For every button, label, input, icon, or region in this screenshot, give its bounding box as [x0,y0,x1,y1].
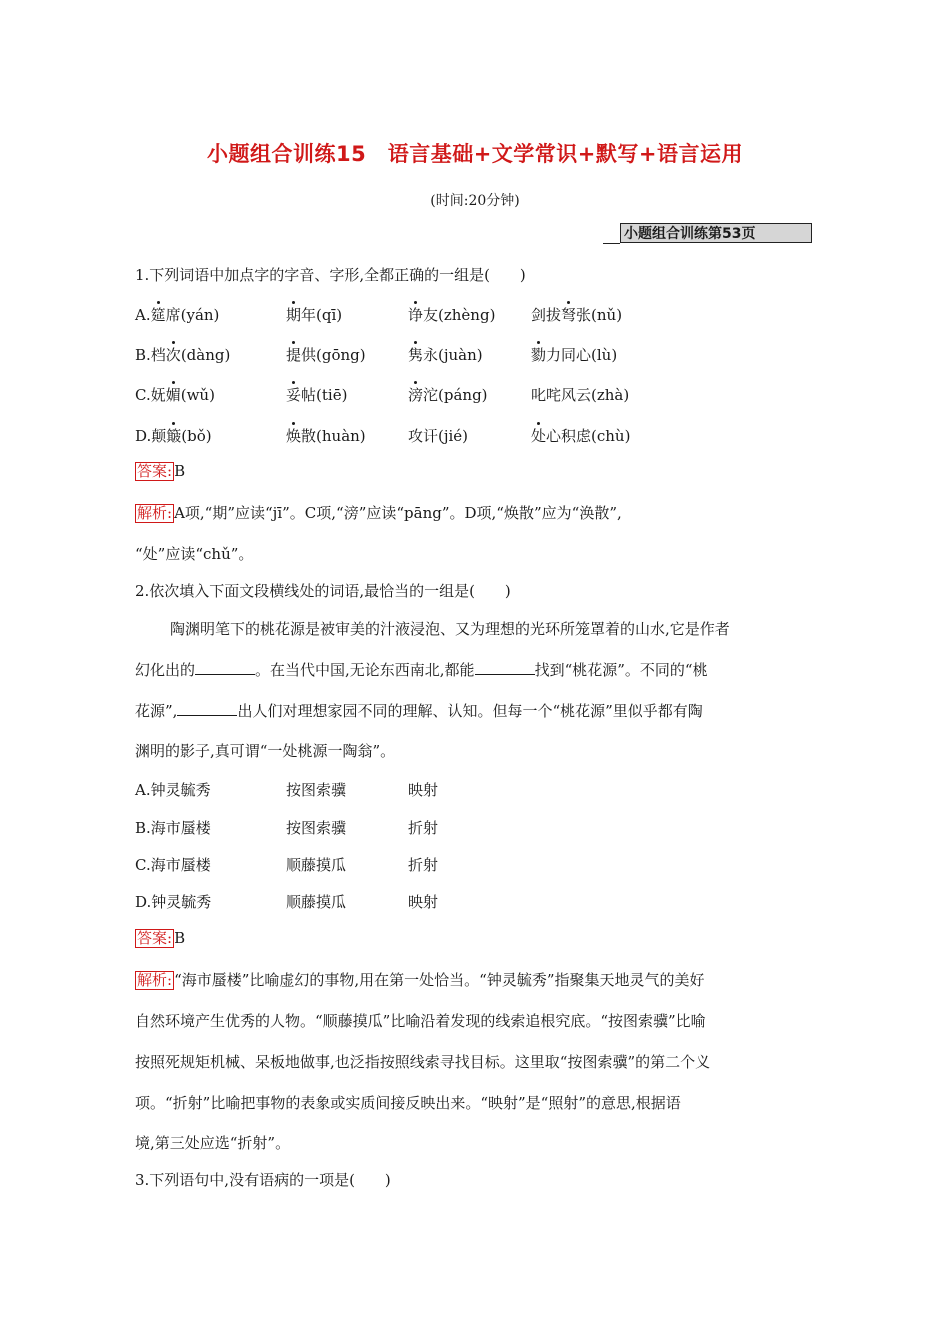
q2-option-d-2: 顺藤摸瓜 [286,893,347,911]
time-limit: (时间:20分钟) [430,193,520,209]
q1-option-c-1: C.妩媚(wǔ) [135,386,215,404]
q2-analysis-line-5: 境,第三处应选“折射”。 [135,1134,291,1152]
q2-option-d-3: 映射 [408,893,439,911]
q1-option-d-3: 攻讦(jié) [408,427,469,445]
q2-option-b-2: 按图索骥 [286,819,347,837]
q2-passage-line-1: 陶渊明笔下的桃花源是被审美的汁液浸泡、又为理想的光环所笼罩着的山水,它是作者 [170,620,730,638]
q1-option-d-1: D.颠簸(bǒ) [135,427,212,445]
q1-option-d-2: 焕散(huàn) [286,427,366,445]
q1-option-a-2: 期年(qī) [286,306,343,324]
q3-stem: 3.下列语句中,没有语病的一项是( ) [135,1171,391,1189]
q2-option-a-2: 按图索骥 [286,781,347,799]
q1-option-a-4: 剑拔弩张(nǔ) [531,306,623,324]
blank-1 [195,660,255,675]
q2-analysis-line-1: 解析: “海市蜃楼”比喻虚幻的事物,用在第一处恰当。“钟灵毓秀”指聚集天地灵气的美好 [137,971,705,989]
answer-tag: 答案: [137,462,173,480]
q2-analysis-line-3: 按照死规矩机械、呆板地做事,也泛指按照线索寻找目标。这里取“按图索骥”的第二个义 [135,1053,711,1071]
page-title: 小题组合训练15 语言基础+文学常识+默写+语言运用 [206,142,743,166]
q2-option-c-3: 折射 [408,856,439,874]
q2-option-c-1: C.海市蜃楼 [135,856,211,874]
q1-analysis-line-1: 解析: A项,“期”应读“jī”。C项,“滂”应读“pāng”。D项,“焕散”应为“涣散”, [137,504,622,522]
analysis-tag: 解析: [137,971,173,989]
q2-stem: 2.依次填入下面文段横线处的词语,最恰当的一组是( ) [135,582,511,600]
q2-passage-line-4: 渊明的影子,真可谓“一处桃源一陶翁”。 [135,742,396,760]
q1-answer: 答案: B [137,462,186,480]
q1-option-b-3: 隽永(juàn) [408,346,483,364]
q1-option-c-3: 滂沱(páng) [408,386,488,404]
q1-option-b-2: 提供(gōng) [286,346,366,364]
q2-analysis-line-2: 自然环境产生优秀的人物。“顺藤摸瓜”比喻沿着发现的线索追根究底。“按图索骥”比喻 [135,1012,706,1030]
q1-option-a-1: A.筵席(yán) [135,306,220,324]
page-ref-underline [603,243,620,244]
analysis-tag: 解析: [137,504,173,522]
q2-passage-line-3: 花源”, 出人们对理想家园不同的理解、认知。但每一个“桃花源”里似乎都有陶 [135,702,703,720]
q1-option-c-2: 妥帖(tiē) [286,386,348,404]
q2-passage-line-2: 幻化出的 。在当代中国,无论东西南北,都能 找到“桃花源”。不同的“桃 [135,661,708,679]
q1-option-d-4: 处心积虑(chù) [531,427,631,445]
q2-analysis-line-4: 项。“折射”比喻把事物的表象或实质间接反映出来。“映射”是“照射”的意思,根据语 [135,1094,681,1112]
q2-option-b-1: B.海市蜃楼 [135,819,211,837]
q2-option-a-3: 映射 [408,781,439,799]
q1-analysis-line-2: “处”应读“chǔ”。 [135,545,254,563]
q1-option-c-4: 叱咤风云(zhà) [531,386,630,404]
q2-option-a-1: A.钟灵毓秀 [135,781,211,799]
q1-stem: 1.下列词语中加点字的字音、字形,全都正确的一组是( ) [135,266,526,284]
q1-option-b-1: B.档次(dàng) [135,346,231,364]
blank-3 [177,701,237,716]
answer-tag: 答案: [137,929,173,947]
page-reference-box: 小题组合训练第53页 [620,223,812,243]
blank-2 [475,660,535,675]
q1-option-b-4: 勠力同心(lù) [531,346,618,364]
q2-answer: 答案: B [137,929,186,947]
q2-option-d-1: D.钟灵毓秀 [135,893,212,911]
q1-option-a-3: 诤友(zhèng) [408,306,496,324]
q2-option-b-3: 折射 [408,819,439,837]
q2-option-c-2: 顺藤摸瓜 [286,856,347,874]
